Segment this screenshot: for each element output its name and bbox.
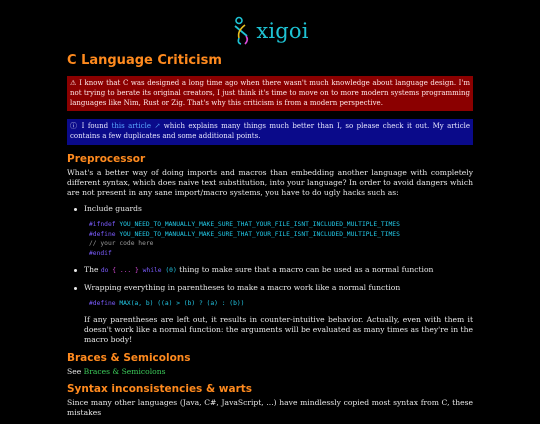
syntax-intro: Since many other languages (Java, C#, JavaScript, ...) have mindlessly copied most syntax from C, these mistakes [67, 397, 473, 417]
external-link-icon: ↗ [154, 122, 161, 131]
info-suffix: which explains many things much better than I, so please check it out. My article contains a few duplicates and some additional points. [70, 122, 471, 141]
max-macro-code-block: #define MAX(a, b) ((a) > (b) ? (a) : (b)) [89, 300, 245, 308]
info-icon: ⓘ [70, 122, 79, 131]
braces-link[interactable]: Braces & Semicolons [83, 366, 166, 376]
section-heading-preprocessor[interactable]: Preprocessor [67, 152, 146, 165]
list-item: The do { ... } while (0) thing to make sure that a macro can be used as a normal function [84, 265, 473, 276]
logo-text: xigoi [256, 19, 309, 43]
warning-icon: ⚠ [70, 79, 77, 87]
braces-see-also: See Braces & Semicolons [67, 366, 166, 376]
list-item [84, 204, 473, 258]
page-title: C Language Criticism [67, 53, 222, 68]
parentheses-note: If any parentheses are left out, it results in counter-intuitive behavior. Actually, even with them it doesn't work like a normal function: the arguments will be evaluated as many times as they're in the macro body! [84, 314, 473, 344]
preprocessor-intro: What's a better way of doing imports and macros than embedding another language with completely different syntax, which does naive text substitution, into your language? In order to avoid dangers which are not present in any sane import/macro systems, you have to do ugly hacks such as: [67, 167, 473, 197]
site-header [0, 13, 540, 49]
section-heading-braces[interactable]: Braces & Semicolons [67, 351, 191, 364]
include-guards-label: Include guards [84, 203, 142, 213]
info-callout [67, 119, 473, 145]
preprocessor-list [67, 204, 473, 345]
info-prefix: I found [81, 122, 109, 131]
parentheses-label: Wrapping everything in parentheses to make a macro work like a normal function [84, 283, 401, 293]
include-guards-code-block: #ifndef YOU_NEED_TO_MANUALLY_MAKE_SURE_THAT_YOUR_FILE_ISNT_INCLUDED_MULTIPLE_TIMES #define YOU_NEED_TO_MANUALLY_MAKE_SURE_THAT_YOUR_FILE_ISNT_INCLUDED_MULTIPLE_TIMES // your code here #endif [89, 220, 400, 257]
warning-callout [67, 76, 473, 111]
site-logo[interactable] [231, 16, 308, 46]
article-link[interactable]: this article ↗ [111, 122, 161, 131]
warning-text: I know that C was designed a long time ago when there wasn't much knowledge about language design. I'm not trying to berate its original creators, I just think it's time to move on to more modern systems programming languages like Nim, Rust or Zig. That's why this criticism is from a modern perspective. [70, 79, 470, 107]
list-item [84, 283, 473, 345]
do-while-inline-code: do { ... } while (0) [100, 267, 177, 275]
section-heading-syntax[interactable]: Syntax inconsistencies & warts [67, 382, 253, 395]
stylized-x-figure-icon [231, 16, 253, 46]
article-content [67, 53, 473, 424]
